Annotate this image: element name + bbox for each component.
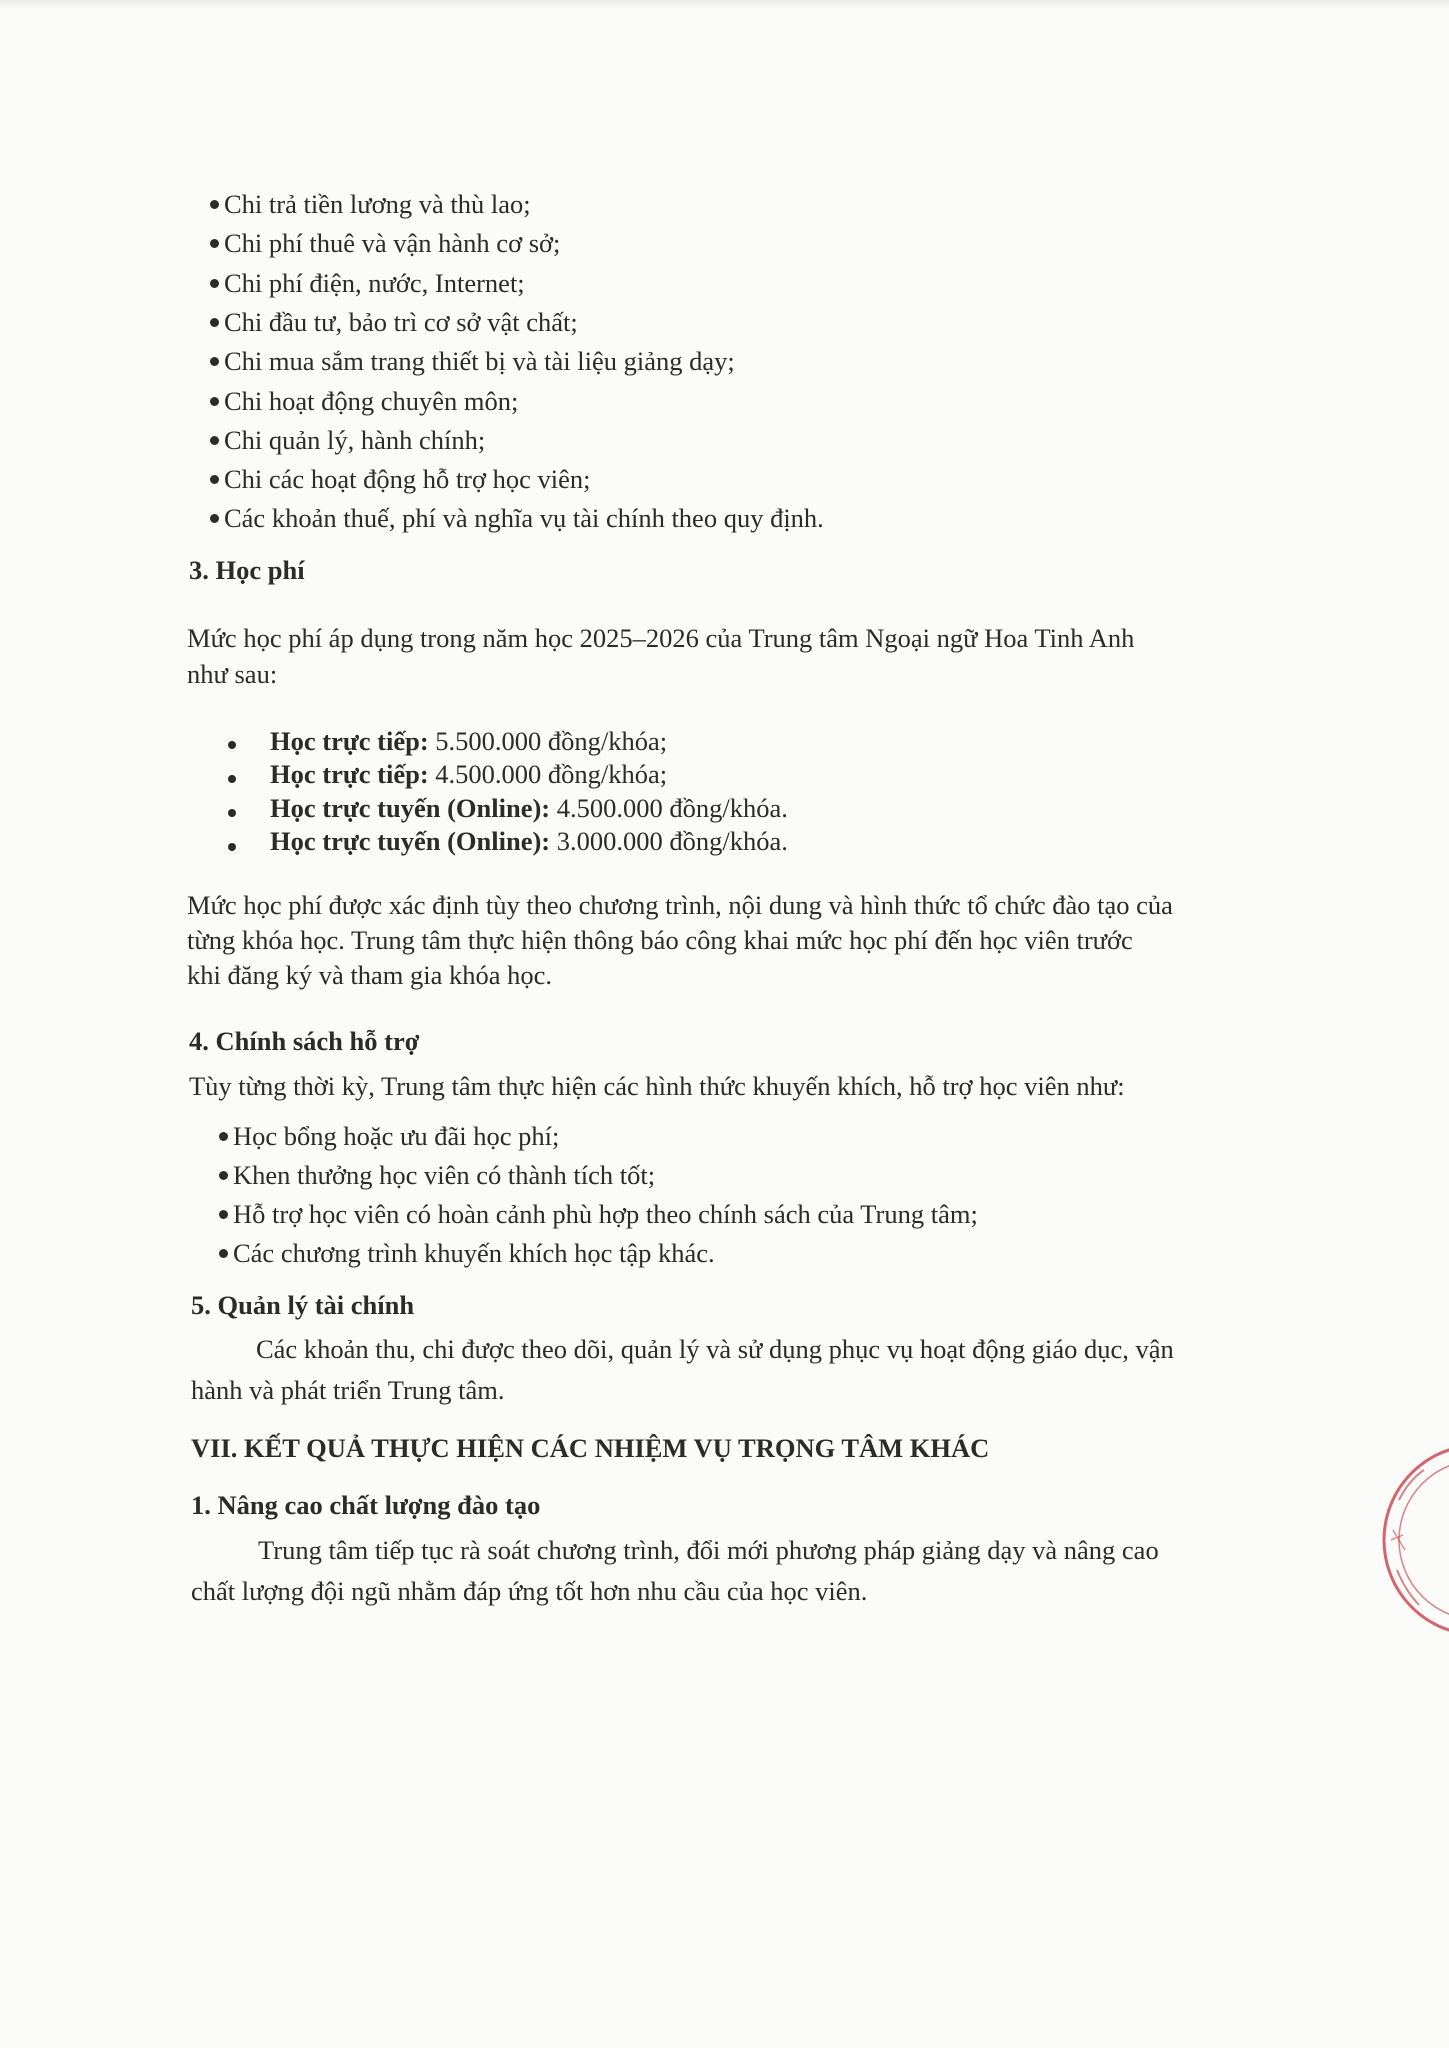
bullet-icon [210, 475, 219, 484]
bullet-icon [210, 200, 219, 209]
sub-heading-training: 1. Nâng cao chất lượng đào tạo [191, 1490, 541, 1520]
section-heading-support: 4. Chính sách hỗ trợ [189, 1026, 420, 1056]
support-item: Khen thưởng học viên có thành tích tốt; [219, 1157, 655, 1193]
tuition-note: từng khóa học. Trung tâm thực hiện thông báo công khai mức học phí đến học viên trước [187, 925, 1133, 955]
bullet-icon [219, 1210, 228, 1219]
training-paragraph: chất lượng đội ngũ nhằm đáp ứng tốt hơn nhu cầu của học viên. [191, 1576, 868, 1606]
fee-item: Học trực tuyến (Online): 3.000.000 đồng/khóa. [270, 826, 788, 856]
bullet-icon [210, 436, 219, 445]
expense-item: Chi phí điện, nước, Internet; [210, 265, 525, 301]
support-item: Học bổng hoặc ưu đãi học phí; [219, 1118, 559, 1154]
bullet-icon [228, 775, 236, 783]
support-item: Các chương trình khuyến khích học tập khác. [219, 1235, 715, 1271]
bullet-icon [210, 239, 219, 248]
expense-item: Chi phí thuê và vận hành cơ sở; [210, 225, 560, 261]
section-heading-tuition: 3. Học phí [189, 555, 305, 585]
bullet-icon [210, 279, 219, 288]
expense-item: Chi đầu tư, bảo trì cơ sở vật chất; [210, 304, 578, 340]
bullet-icon [219, 1171, 228, 1180]
bullet-icon [210, 357, 219, 366]
training-paragraph: Trung tâm tiếp tục rà soát chương trình, đổi mới phương pháp giảng dạy và nâng cao [258, 1535, 1159, 1565]
expense-item: Chi các hoạt động hỗ trợ học viên; [210, 461, 591, 497]
tuition-intro: Mức học phí áp dụng trong năm học 2025–2026 của Trung tâm Ngoại ngữ Hoa Tinh Anh [187, 623, 1135, 653]
tuition-intro: như sau: [187, 659, 278, 689]
section-heading-vii: VII. KẾT QUẢ THỰC HIỆN CÁC NHIỆM VỤ TRỌNG TÂM KHÁC [191, 1433, 990, 1463]
bullet-icon [228, 809, 236, 817]
scan-edge [0, 0, 1449, 10]
expense-item: Chi quản lý, hành chính; [210, 422, 485, 458]
expense-item: Chi mua sắm trang thiết bị và tài liệu giảng dạy; [210, 343, 735, 379]
bullet-icon [219, 1249, 228, 1258]
tuition-note: khi đăng ký và tham gia khóa học. [187, 960, 553, 990]
bullet-icon [210, 514, 219, 523]
bullet-icon [228, 741, 236, 749]
tuition-note: Mức học phí được xác định tùy theo chương trình, nội dung và hình thức tổ chức đào tạo của [187, 890, 1173, 920]
stamp-seal-icon [1369, 1440, 1449, 1640]
fee-item: Học trực tuyến (Online): 4.500.000 đồng/khóa. [270, 793, 788, 823]
expense-item: Chi hoạt động chuyên môn; [210, 383, 518, 419]
bullet-icon [210, 397, 219, 406]
fee-item: Học trực tiếp: 5.500.000 đồng/khóa; [270, 726, 668, 756]
bullet-icon [228, 843, 236, 851]
bullet-icon [210, 318, 219, 327]
expense-item: Các khoản thuế, phí và nghĩa vụ tài chính theo quy định. [210, 500, 824, 536]
finance-paragraph: Các khoản thu, chi được theo dõi, quản lý và sử dụng phục vụ hoạt động giáo dục, vận [256, 1334, 1174, 1364]
support-item: Hỗ trợ học viên có hoàn cảnh phù hợp theo chính sách của Trung tâm; [219, 1196, 978, 1232]
finance-paragraph: hành và phát triển Trung tâm. [191, 1375, 505, 1405]
expense-item: Chi trả tiền lương và thù lao; [210, 186, 531, 222]
bullet-icon [219, 1132, 228, 1141]
section-heading-finance: 5. Quản lý tài chính [191, 1290, 415, 1320]
support-intro: Tùy từng thời kỳ, Trung tâm thực hiện các hình thức khuyến khích, hỗ trợ học viên như: [189, 1071, 1125, 1101]
fee-item: Học trực tiếp: 4.500.000 đồng/khóa; [270, 759, 668, 789]
